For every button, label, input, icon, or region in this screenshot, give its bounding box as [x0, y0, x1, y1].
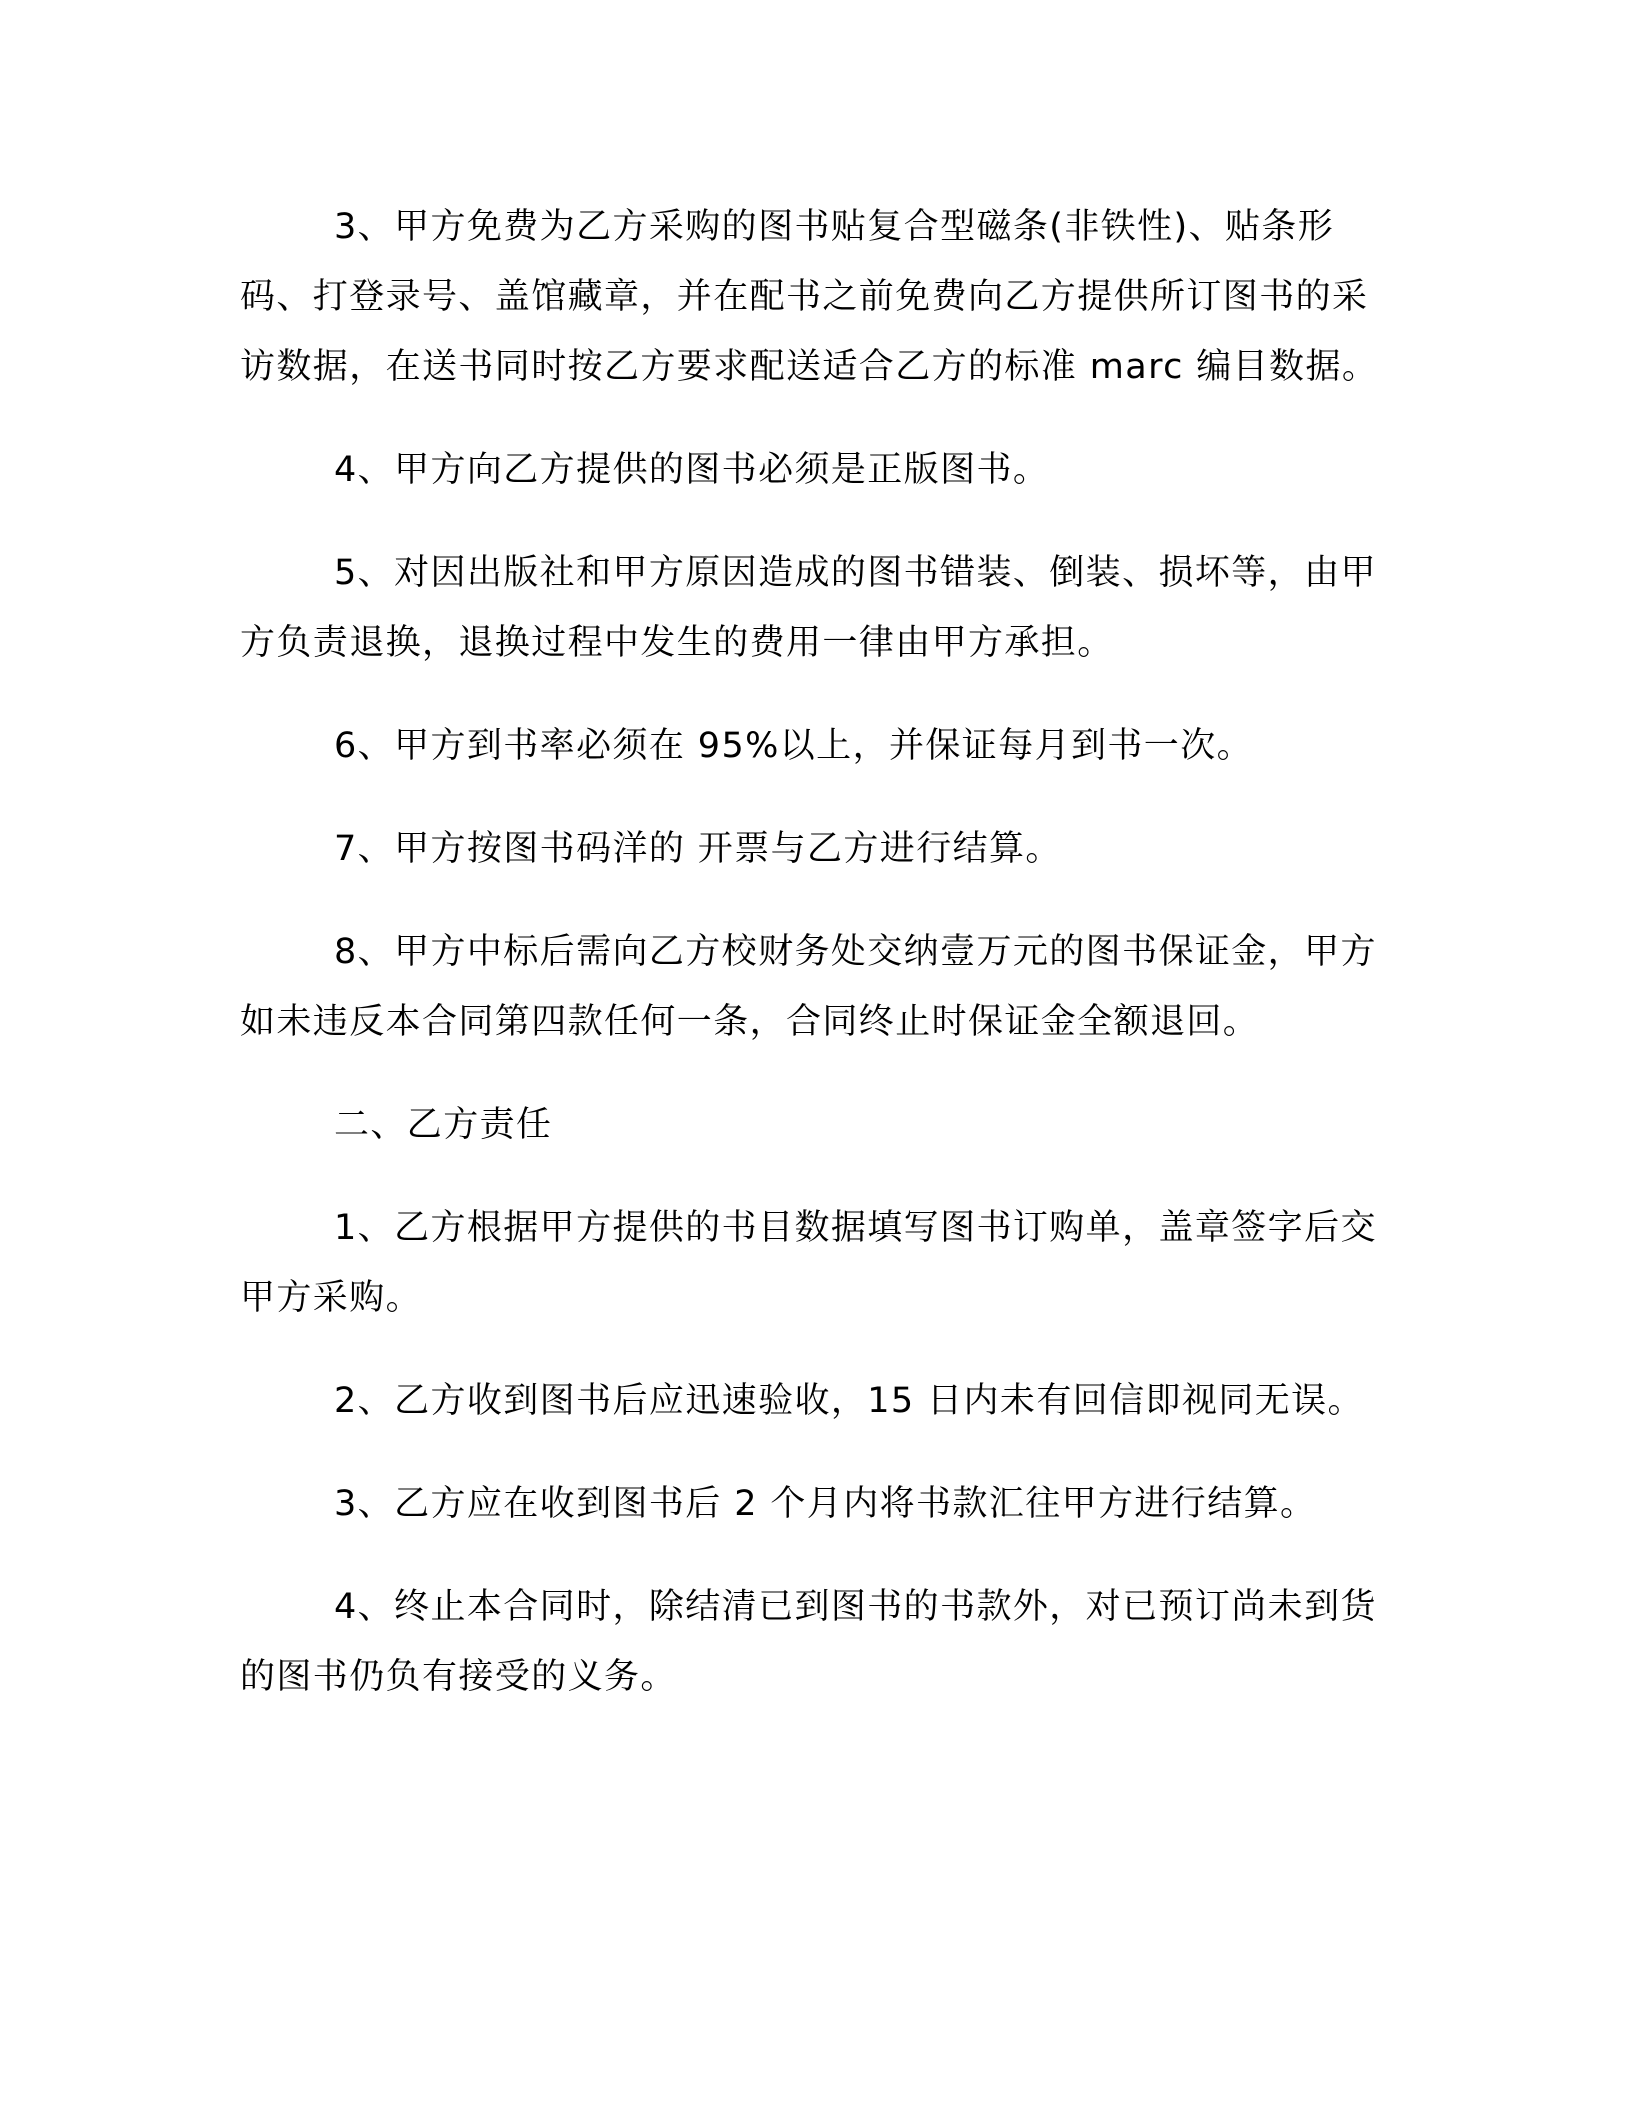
clause-party-a-6: 6、甲方到书率必须在 95%以上，并保证每月到书一次。 [334, 726, 1253, 766]
clause-party-b-4: 4、终止本合同时，除结清已到图书的书款外，对已预订尚未到货的图书仍负有接受的义务。 [240, 1587, 1377, 1697]
section-heading-party-b: 二、乙方责任 [334, 1105, 553, 1145]
clause-party-a-5: 5、对因出版社和甲方原因造成的图书错装、倒装、损坏等，由甲方负责退换，退换过程中发生的费用一律由甲方承担。 [240, 553, 1377, 663]
clause-party-b-3: 3、乙方应在收到图书后 2 个月内将书款汇往甲方进行结算。 [334, 1484, 1317, 1524]
clause-party-a-8: 8、甲方中标后需向乙方校财务处交纳壹万元的图书保证金，甲方如未违反本合同第四款任何一条，合同终止时保证金全额退回。 [240, 932, 1377, 1042]
clause-party-a-4: 4、甲方向乙方提供的图书必须是正版图书。 [334, 450, 1050, 490]
clause-party-b-1: 1、乙方根据甲方提供的书目数据填写图书订购单，盖章签字后交甲方采购。 [240, 1208, 1377, 1318]
clause-party-a-3: 3、甲方免费为乙方采购的图书贴复合型磁条(非铁性)、贴条形码、打登录号、盖馆藏章，并在配书之前免费向乙方提供所订图书的采访数据，在送书同时按乙方要求配送适合乙方的标准 marc 编目数据。 [240, 207, 1379, 387]
document-body [240, 192, 1380, 1712]
clause-party-b-2: 2、乙方收到图书后应迅速验收，15 日内未有回信即视同无误。 [334, 1381, 1364, 1421]
clause-party-a-7: 7、甲方按图书码洋的 开票与乙方进行结算。 [334, 829, 1062, 869]
